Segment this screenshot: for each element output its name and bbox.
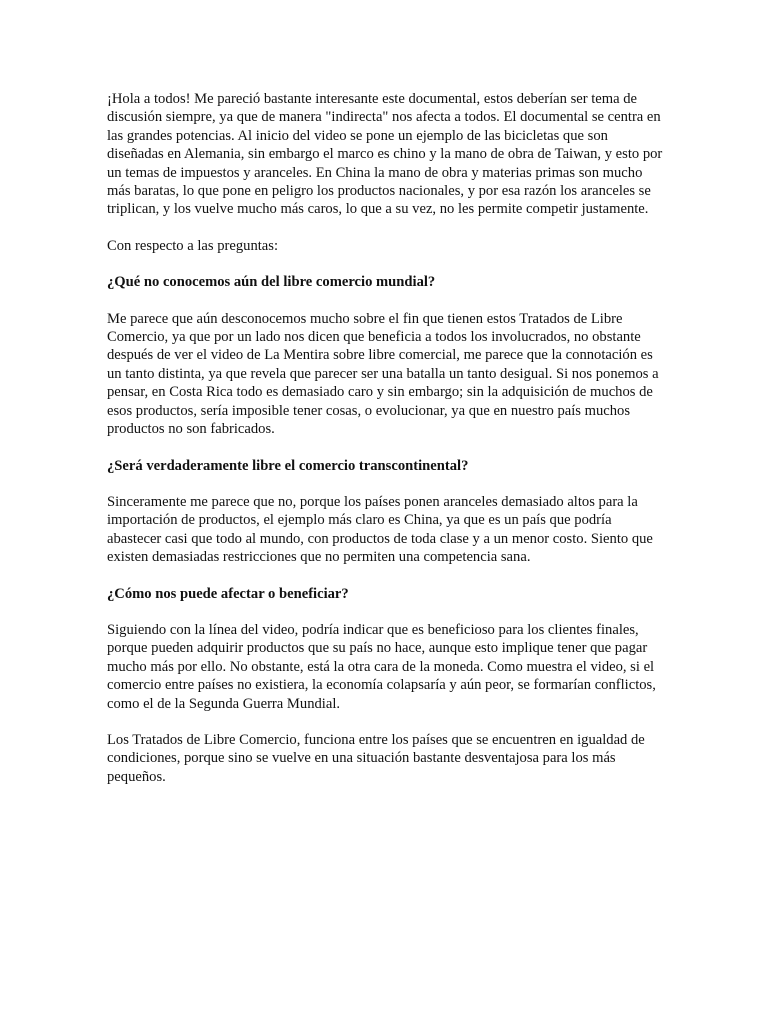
document-page	[107, 90, 663, 804]
question-heading-3: ¿Cómo nos puede afectar o beneficiar?	[107, 585, 349, 602]
intro-paragraph: ¡Hola a todos! Me pareció bastante interesante este documental, estos deberían ser tema de discusión siempre, ya que de manera "indirecta" nos afecta a todos. El documental se centra en las grandes potencias. Al inicio del video se pone un ejemplo de las bicicletas que son diseñadas en Alemania, sin embargo el marco es chino y la mano de obra de Taiwan, y esto por un temas de impuestos y aranceles. En China la mano de obra y materias primas son mucho más baratas, lo que pone en peligro los productos nacionales, y por esa razón los aranceles se triplican, y los vuelve mucho más caros, lo que a su vez, no les permite competir justamente.	[107, 91, 663, 218]
question-heading-2: ¿Será verdaderamente libre el comercio transcontinental?	[107, 457, 469, 474]
question-heading-1: ¿Qué no conocemos aún del libre comercio mundial?	[107, 274, 436, 291]
closing-paragraph: Los Tratados de Libre Comercio, funciona entre los países que se encuentren en igualdad de condiciones, porque sino se vuelve en una situación bastante desventajosa para los más pequeños.	[107, 731, 645, 785]
answer-paragraph-3: Siguiendo con la línea del video, podría indicar que es beneficioso para los clientes finales, porque pueden adquirir productos que su país no hace, aunque esto implique tener que pagar mucho más por ello. No obstante, está la otra cara de la moneda. Como muestra el video, si el comercio entre países no existiera, la economía colapsaría y aún peor, se formarían conflictos, como el de la Segunda Guerra Mundial.	[107, 621, 656, 712]
answer-paragraph-1: Me parece que aún desconocemos mucho sobre el fin que tienen estos Tratados de Libre Comercio, ya que por un lado nos dicen que beneficia a todos los involucrados, no obstante después de ver el video de La Mentira sobre libre comercial, me parece que la connotación es un tanto distinta, ya que revela que parecer ser una batalla un tanto desigual. Si nos ponemos a pensar, en Costa Rica todo es demasiado caro y sin embargo; sin la adquisición de muchos de esos productos, sería imposible tener cosas, o evolucionar, ya que en nuestro país muchos productos no son fabricados.	[107, 310, 659, 438]
answer-paragraph-2: Sinceramente me parece que no, porque los países ponen aranceles demasiado altos para la importación de productos, el ejemplo más claro es China, ya que es un país que podría abastecer casi que todo al mundo, con productos de toda clase y a un menor costo. Siento que existen demasiadas restricciones que no permiten una competencia sana.	[107, 493, 653, 566]
lead-in-paragraph: Con respecto a las preguntas:	[107, 237, 279, 254]
